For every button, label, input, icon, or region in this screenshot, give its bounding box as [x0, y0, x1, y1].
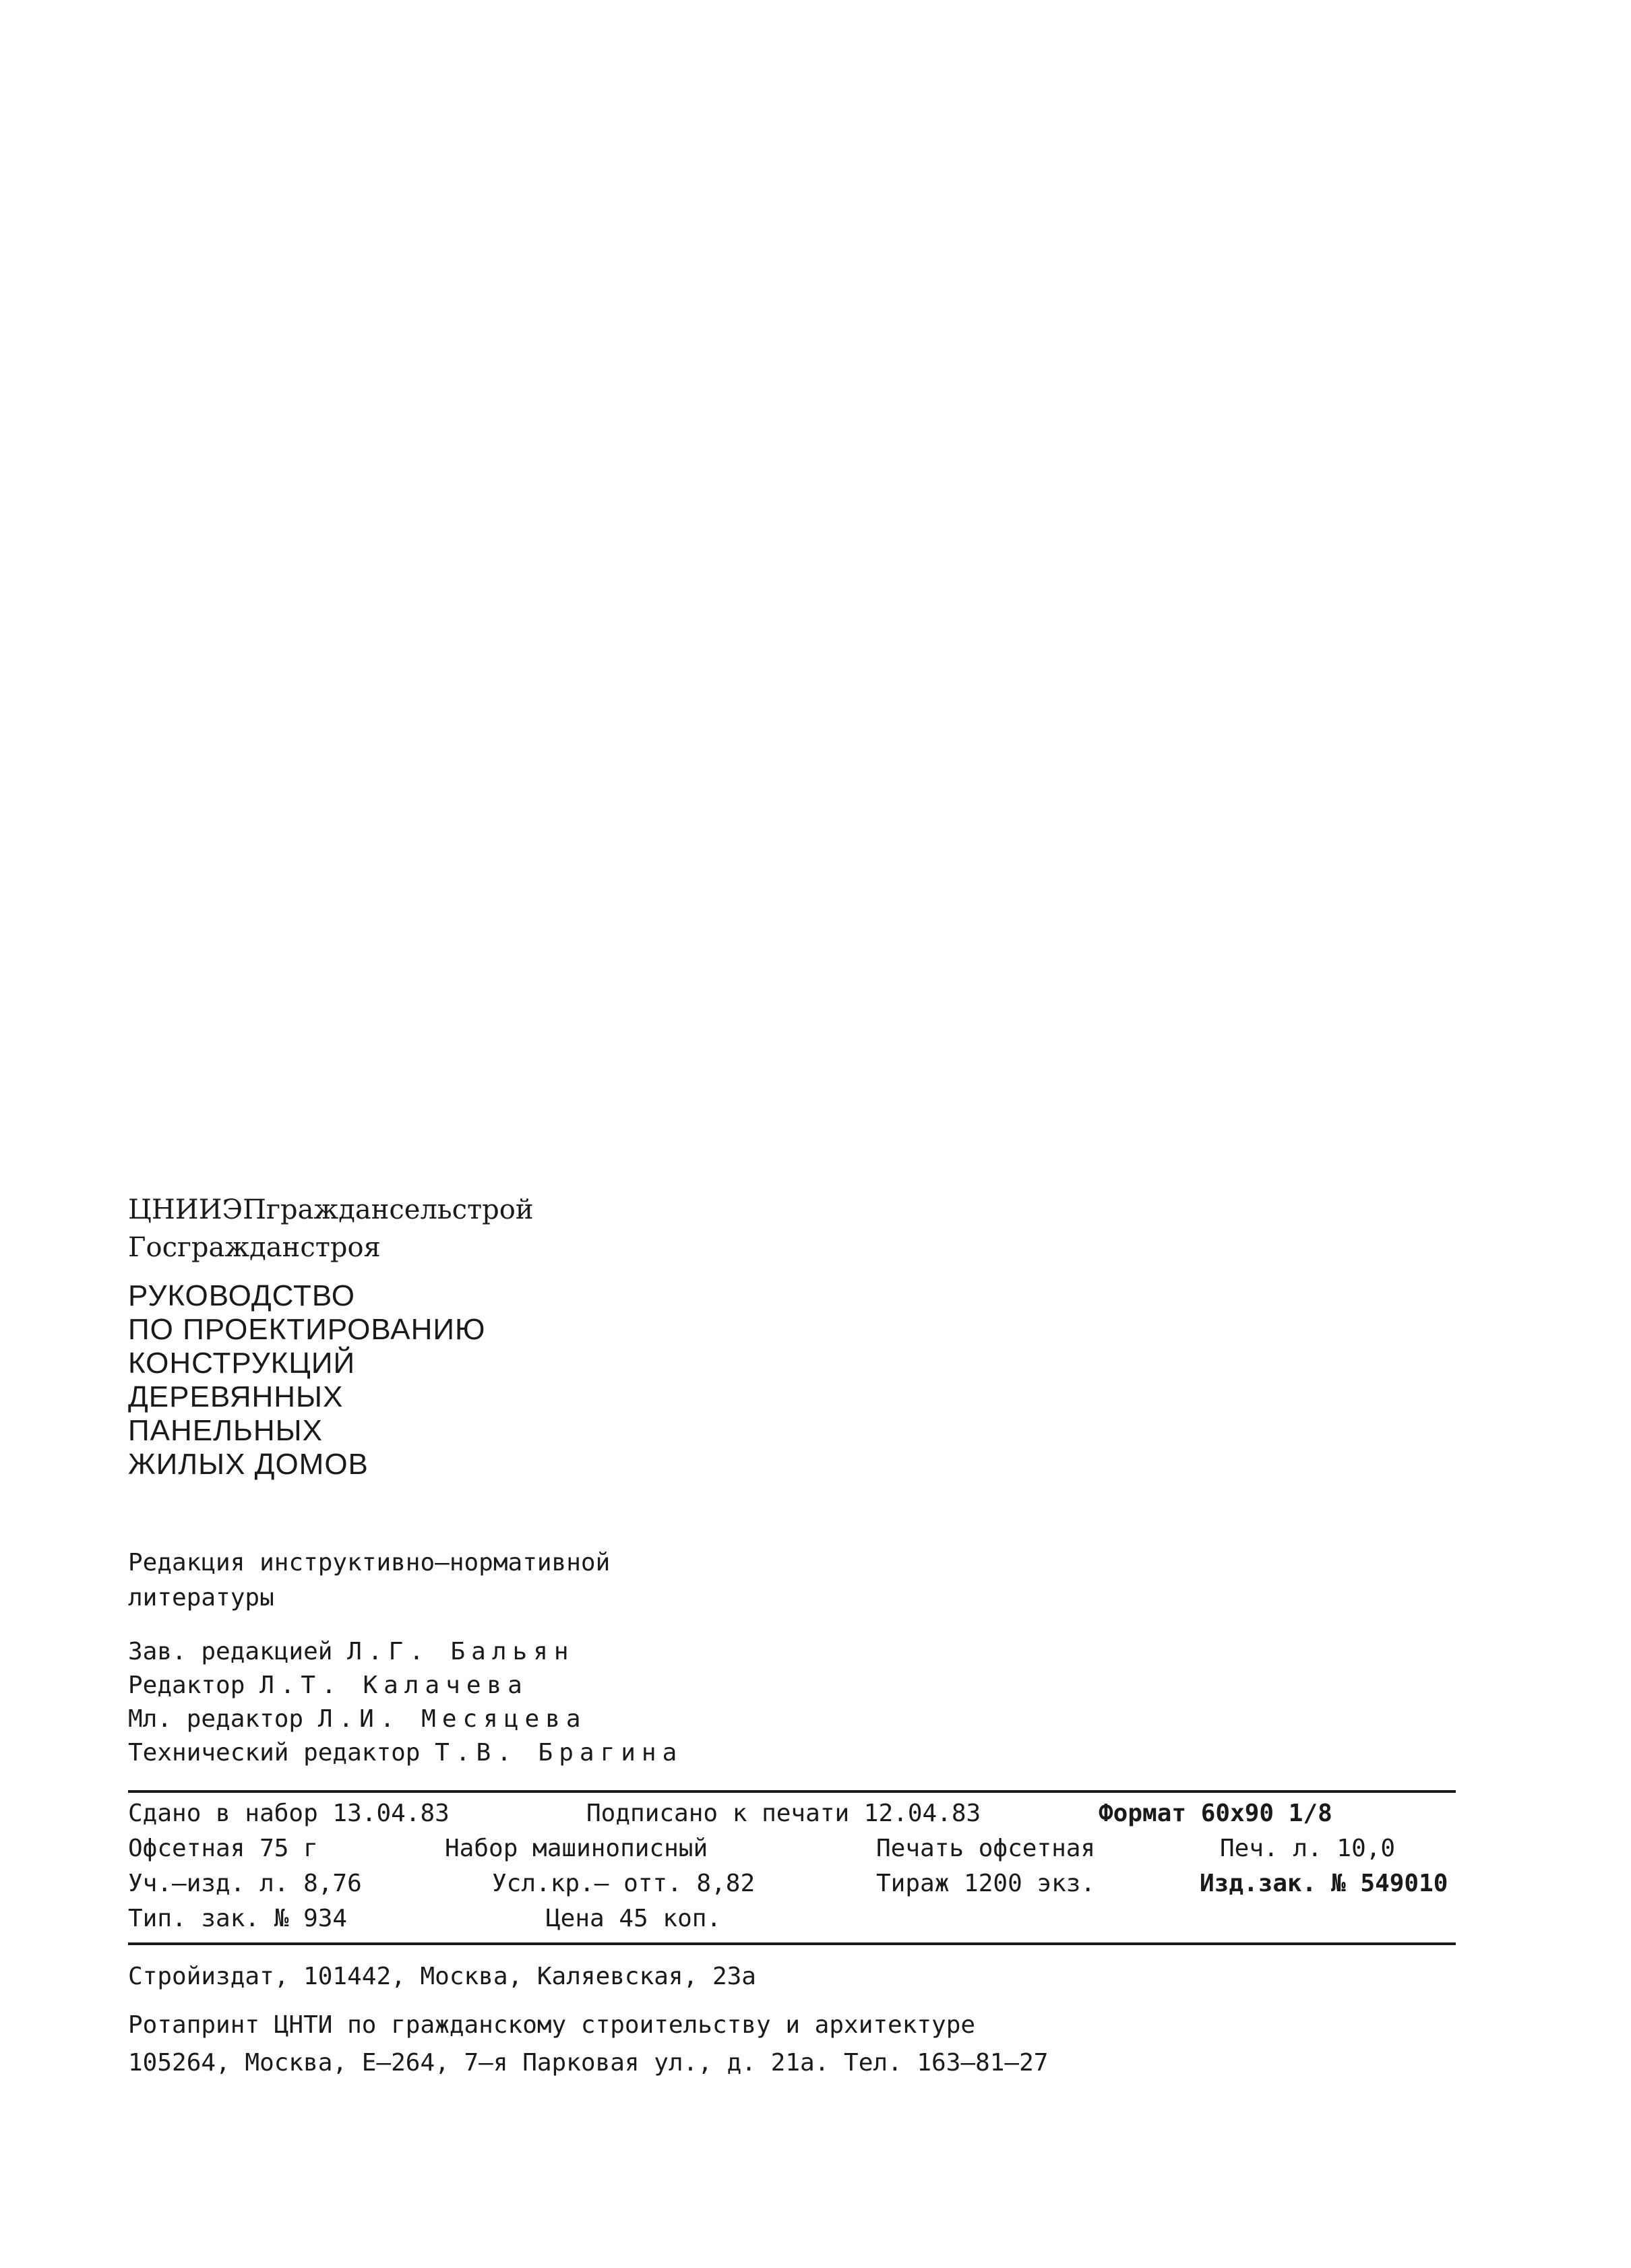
imprint-cell: Уч.–изд. л. 8,76: [128, 1870, 362, 1897]
staff-role: Мл. редактор: [128, 1705, 304, 1733]
staff-role: Редактор: [128, 1672, 245, 1699]
title-line: ПАНЕЛЬНЫХ: [128, 1414, 323, 1447]
staff-line: [128, 1672, 528, 1699]
imprint-cell: Сдано в набор 13.04.83: [128, 1800, 450, 1827]
imprint-cell: Изд.зак. № 549010: [1200, 1870, 1448, 1897]
imprint-cell: Подписано к печати 12.04.83: [586, 1800, 981, 1827]
organization-parent: Госгражданстроя: [128, 1232, 381, 1263]
staff-role: Зав. редакцией: [128, 1638, 333, 1665]
staff-name: Л.И. Месяцева: [317, 1705, 587, 1733]
title-line: ДЕРЕВЯННЫХ: [128, 1380, 344, 1413]
editorial-department: Редакция инструктивно–нормативной: [128, 1549, 611, 1576]
staff-line: [128, 1638, 575, 1665]
staff-role: Технический редактор: [128, 1739, 421, 1767]
title-line: КОНСТРУКЦИЙ: [128, 1347, 356, 1380]
imprint-cell: Печать офсетная: [876, 1835, 1096, 1862]
editorial-department-cont: литературы: [128, 1584, 274, 1612]
title-line: ЖИЛЫХ ДОМОВ: [128, 1448, 369, 1481]
staff-name: Т.В. Брагина: [435, 1739, 683, 1767]
title-line: РУКОВОДСТВО: [128, 1279, 355, 1312]
imprint-cell: Тип. зак. № 934: [128, 1905, 348, 1932]
staff-name: Л.Г. Бальян: [347, 1638, 575, 1665]
imprint-cell: Тираж 1200 экз.: [876, 1870, 1096, 1897]
imprint-cell: Офсетная 75 г: [128, 1835, 318, 1862]
staff-line: [128, 1739, 683, 1767]
divider-bottom: [128, 1942, 1456, 1945]
imprint-cell: Печ. л. 10,0: [1220, 1835, 1396, 1862]
imprint-cell: Формат 60х90 1/8: [1099, 1800, 1332, 1827]
publisher-address: Стройиздат, 101442, Москва, Каляевская, 23а: [128, 1963, 756, 1990]
imprint-cell: Цена 45 коп.: [546, 1905, 722, 1932]
printer-name: Ротапринт ЦНТИ по гражданскому строительству и архитектуре: [128, 2011, 976, 2039]
imprint-cell: Усл.кр.– отт. 8,82: [492, 1870, 756, 1897]
organization-name: ЦНИИЭПграждансельстрой: [128, 1194, 534, 1225]
staff-line: [128, 1705, 587, 1733]
staff-name: Л.Т. Калачева: [259, 1672, 528, 1699]
imprint-cell: Набор машинописный: [445, 1835, 708, 1862]
divider-top: [128, 1790, 1456, 1793]
printer-address: 105264, Москва, Е–264, 7–я Парковая ул., д. 21а. Тел. 163–81–27: [128, 2049, 1049, 2077]
title-line: ПО ПРОЕКТИРОВАНИЮ: [128, 1313, 486, 1346]
